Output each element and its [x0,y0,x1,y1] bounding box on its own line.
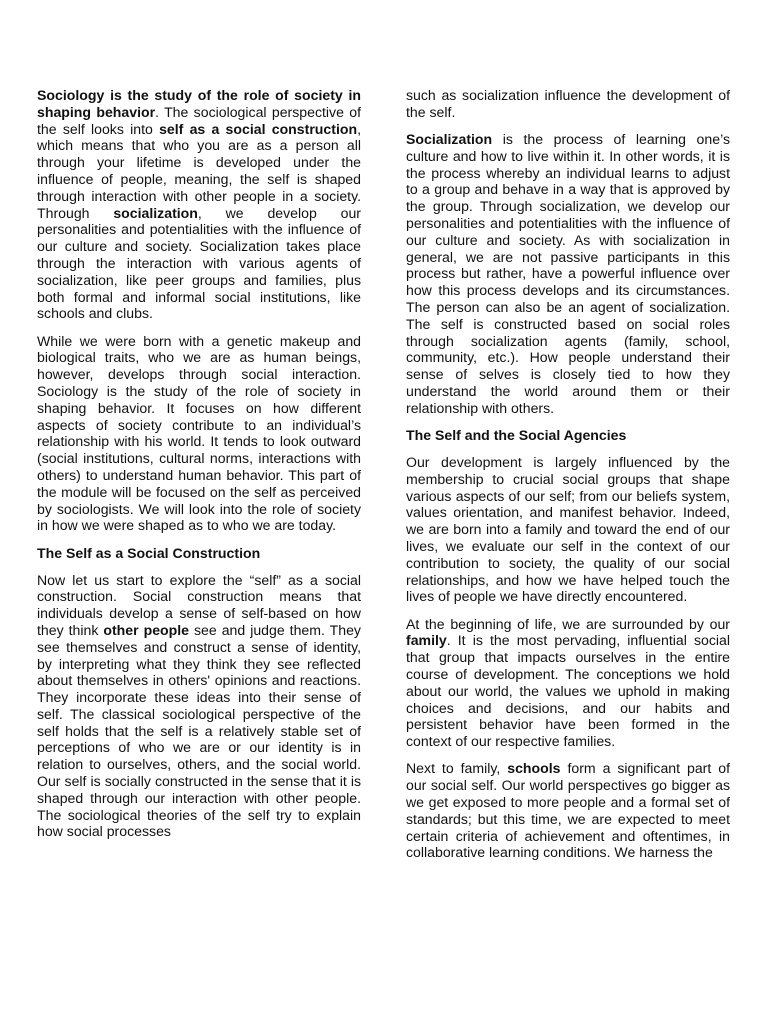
paragraph-text: , we develop our personalities and potentialities with the influence of our culture and society. Socialization takes place through the interaction with various agents of socialization, like peer groups and families, plus both formal and informal social institutions, like schools and clubs. [37,204,361,322]
right-column [406,87,730,872]
paragraph-text: . The sociological perspective of the self looks into [37,103,361,137]
paragraph-text: is the process of learning one’s culture and how to live within it. In other words, it is the process whereby an individual learns to adjust to a group and behave in a way that is approved by the group. Through socialization, we develop our personalities and potentialities with the influence of our culture and society. As with socialization in general, we are not passive participants in this process but rather, have a powerful influence over how this process develops and its circumstances. The person can also be an agent of socialization. The self is constructed based on social roles through socialization agents (family, school, community, etc.). How people understand their sense of selves is closely tied to how they understand the world around them or their relationship with others. [406,131,730,416]
bold-phrase: self as a social construction [159,120,358,137]
socialization-paragraph [406,131,730,417]
paragraph-text: form a significant part of our social self. Our world perspectives go bigger as we get exposed to more people and a formal set of standards; but this time, we are expected to meet certain criteria of achievement and oftentimes, in collaborative learning conditions. We harness the [406,760,730,861]
section-heading-social-agencies: The Self and the Social Agencies [406,427,627,444]
left-column [37,87,361,851]
intro-paragraph [37,87,361,322]
social-construction-paragraph [37,572,361,841]
schools-paragraph [406,760,730,861]
paragraph-text: At the beginning of life, we are surrounded by our [406,615,730,632]
paragraph-text: . It is the most pervading, influential social that group that impacts ourselves in the entire course of development. The conceptions we hold about our world, the values we uphold in making choices and decisions, and our habits and persistent behavior have been formed in the context of our respective families. [406,632,730,750]
paragraph-text: Now let us start to explore the “self” as a social construction. Social construction means that individuals develop a sense of self-based on how they think [37,571,361,638]
bold-phrase: socialization [113,204,198,221]
paragraph-text: see and judge them. They see themselves and construct a sense of identity, by interpreting what they think they see reflected about themselves in others' opinions and reactions. They incorporate these ideas into their sense of self. The classical sociological perspective of the self holds that the self is a relatively stable set of perceptions of who we are or our identity is in relation to ourselves, others, and the social world. Our self is socially constructed in the sense that it is shaped through our interaction with other people. The sociological theories of the self try to explain how social processes [37,621,361,840]
bold-phrase: Sociology is the study of the role of society in shaping behavior [37,87,361,120]
section-heading-social-construction: The Self as a Social Construction [37,544,261,561]
bold-phrase: Socialization [406,131,493,148]
family-paragraph [406,616,730,750]
paragraph-text: , which means that who you are as a person all through your lifetime is developed under the influence of people, meaning, the self is shaped through interaction with other people in a society. Through [37,120,361,221]
bold-phrase: family [406,632,447,649]
bold-phrase: schools [507,760,561,777]
continued-paragraph: such as socialization influence the development of the self. [406,87,730,120]
development-paragraph: Our development is largely influenced by the membership to crucial social groups that shape various aspects of our self; from our beliefs system, values orientation, and manifest behavior. Indeed, we are born into a family and toward the end of our lives, we evaluate our self in the context of our contribution to society, the quality of our social relationships, and how we have helped touch the lives of people we have directly encountered. [406,453,730,605]
genetic-makeup-paragraph: While we were born with a genetic makeup and biological traits, who we are as human beings, however, develops through social interaction. Sociology is the study of the role of society in shaping behavior. It focuses on how different aspects of society contribute to an individual’s relationship with his world. It tends to look outward (social institutions, cultural norms, interactions with others) to understand human behavior. This part of the module will be focused on the self as perceived by sociologists. We will look into the role of society in how we were shaped as to who we are today. [37,332,361,534]
paragraph-text: Next to family, [406,760,508,777]
bold-phrase: other people [103,621,190,638]
